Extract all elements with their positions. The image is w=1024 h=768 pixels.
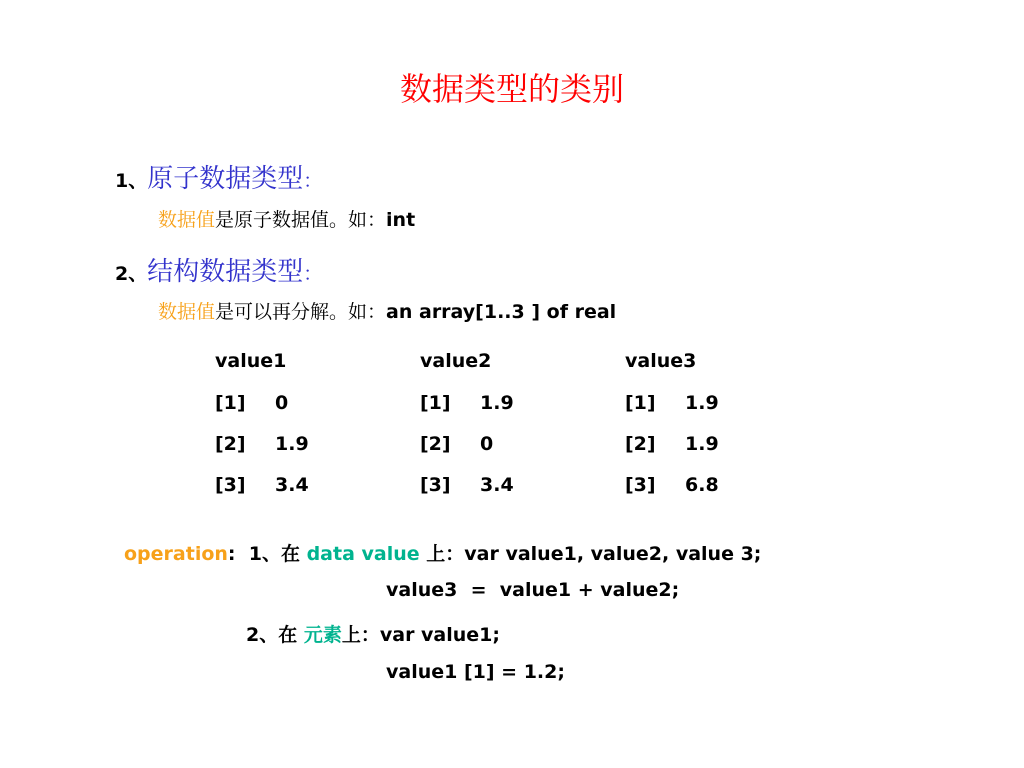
table-value: 1.9 [685,433,719,455]
section-2-title: 结构数据类型 [147,257,304,287]
page-title: 数据类型的类别 [399,70,624,108]
operation-item-2-prefix: 2、在 [246,624,304,646]
section-2-highlight: 数据值 [158,301,216,323]
table-value: 1.9 [275,433,309,455]
table-index: [3] [625,474,656,496]
table-value: 3.4 [275,474,309,496]
section-1-title: 原子数据类型 [147,164,304,194]
section-1-colon: ： [303,170,323,192]
column-header-value1: value1 [215,350,287,372]
table-index: [2] [215,433,246,455]
section-2-colon: ： [303,263,323,285]
operation-label: operation [124,543,228,565]
section-2-heading [115,251,322,288]
section-2-description [158,297,616,324]
section-1-highlight: 数据值 [158,209,216,231]
section-1-description [158,205,415,232]
section-1-example: int [386,209,416,231]
operation-item-2-rest: 上：var value1; [341,624,501,646]
section-2-desc-text: 是可以再分解。如： [215,301,387,323]
operation-line-3 [246,620,500,647]
operation-target-data-value: data value [306,543,420,565]
section-2-example: an array[1..3 ] of real [386,301,617,323]
table-index: [3] [420,474,451,496]
column-header-value2: value2 [420,350,492,372]
operation-target-element: 元素 [303,624,342,646]
table-index: [2] [625,433,656,455]
table-index: [2] [420,433,451,455]
table-index: [1] [420,392,451,414]
table-value: 3.4 [480,474,514,496]
section-1-heading [115,158,322,195]
table-index: [3] [215,474,246,496]
operation-sep: : 1、在 [227,543,307,565]
section-1-number: 1、 [115,170,148,192]
table-value: 1.9 [480,392,514,414]
operation-line-1 [124,539,761,566]
section-2-number: 2、 [115,263,148,285]
operation-rest-1: 上：var value1, value2, value 3; [419,543,762,565]
table-value: 0 [275,392,289,414]
section-1-desc-text: 是原子数据值。如： [215,209,387,231]
table-index: [1] [215,392,246,414]
table-value: 6.8 [685,474,719,496]
table-value: 0 [480,433,494,455]
table-index: [1] [625,392,656,414]
table-value: 1.9 [685,392,719,414]
operation-line-2: value3 = value1 + value2; [386,579,680,601]
column-header-value3: value3 [625,350,697,372]
operation-line-4: value1 [1] = 1.2; [386,661,565,683]
